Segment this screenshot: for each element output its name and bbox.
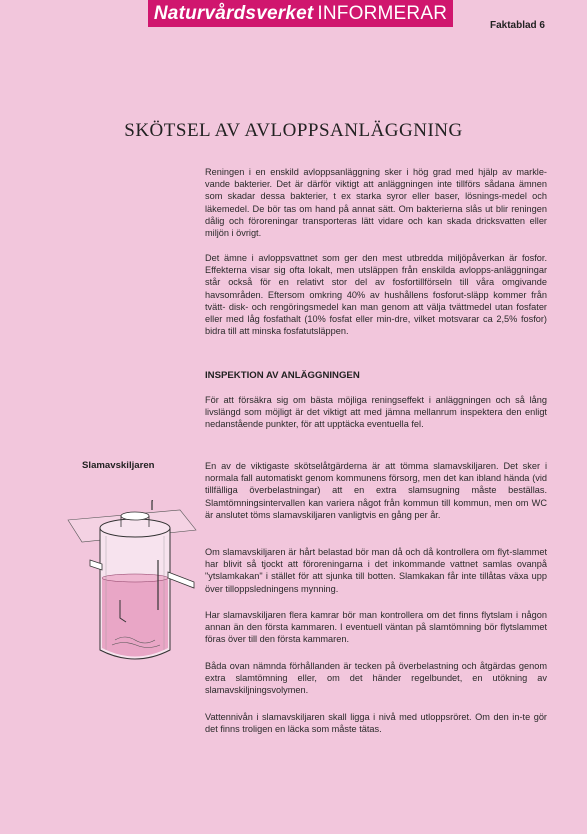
septic-text-1: En av de viktigaste skötselåtgärderna är att tömma slamavskiljaren. Det sker i normala fall automatiskt genom kommunens försorg, men det kan ibland hända (vid tillfälliga överbelastningar) att en extra slamsugning måste beställas. Slamtömningsintervallen kan variera något från kommun till kommun, men om WC är anslutet töms slamavskiljaren vanligtvis en gång per år. (205, 461, 547, 520)
septic-paragraph-4 (205, 660, 547, 697)
septic-text-5: Vattennivån i slamavskiljaren skall ligga i nivå med utloppsröret. Om den in-te gör det finns troligen en läcka som måste tätas. (205, 712, 547, 735)
masthead-kind: INFORMERAR (317, 2, 448, 24)
page-title: SKÖTSEL AV AVLOPPSANLÄGGNING (124, 120, 463, 141)
inspection-text: För att försäkra sig om bästa möjliga reningseffekt i anläggningen och så lång livslängd som möjligt är det viktigt att med jämna mellanrum inspektera den enligt nedanstående punkter, för att upptäcka eventuella fel. (205, 395, 547, 430)
inspection-heading: INSPEKTION AV ANLÄGGNINGEN (205, 370, 360, 381)
masthead-brand: Naturvårdsverket (153, 2, 314, 24)
septic-paragraph-2 (205, 546, 547, 595)
intro-paragraph-1 (205, 166, 547, 239)
septic-text-2: Om slamavskiljaren är hårt belastad bör man då och då kontrollera om flyt-slammet har blivit så tjockt att föroreningarna i det inkommande vattnet samlas ovanpå "ytslamkakan" i stället för att sjunka till botten. Slamkakan får inte tillåtas växa upp över tilloppsledningens mynning. (205, 547, 547, 594)
septic-text-4: Båda ovan nämnda förhållanden är tecken på överbelastning och åtgärdas genom extra slamtömning eller, om det händer regelbundet, en utökning av slamavskiljningsvolymen. (205, 661, 547, 696)
factsheet-number: Faktablad 6 (489, 20, 545, 31)
septic-tank-illustration (60, 500, 200, 680)
septic-paragraph-5 (205, 711, 547, 735)
septic-paragraph-3 (205, 609, 547, 646)
intro-paragraph-2 (205, 252, 547, 337)
inspection-paragraph (205, 394, 547, 431)
septic-paragraph-1 (205, 460, 547, 521)
masthead (148, 0, 453, 27)
septic-heading: Slamavskiljaren (82, 460, 155, 471)
intro-text-1: Reningen i en enskild avloppsanläggning sker i hög grad med hjälp av markle-vande bakterier. Det är därför viktigt att anläggningen inte tillförs sådana ämnen som skadar dessa bakterier, t ex starka syror eller baser, lösnings-medel och läkemedel. De bör tas om hand på annat sätt. Om bakterierna slås ut blir reningen dålig och föroreningar transporteras lätt vidare och kan skada dricksvatten eller miljön i övrigt. (205, 167, 547, 239)
septic-text-3: Har slamavskiljaren flera kamrar bör man kontrollera om det finns flytslam i någon annan än den första kammaren. I eventuell väntan på slamtömning bör flytslammet föras över till den första kammaren. (205, 610, 547, 645)
intro-text-2: Det ämne i avloppsvattnet som ger den mest utbredda miljöpåverkan är fosfor. Effekterna visar sig ofta lokalt, men utsläppen från enskilda avlopps-anläggningar står också för en relativt stor del av fosfortillförseln till våra omgivande havsområden. Eftersom omkring 40% av hushållens fosforut-släpp kommer från tvätt- disk- och rengöringsmedel kan man genom att välja tvättmedel utan fosfater eller med låg fosfathalt (10% fosfat eller min-dre, vilket motsvarar ca 2,5% fosfor) bidra till att minska fosfatutsläppen. (205, 253, 547, 337)
